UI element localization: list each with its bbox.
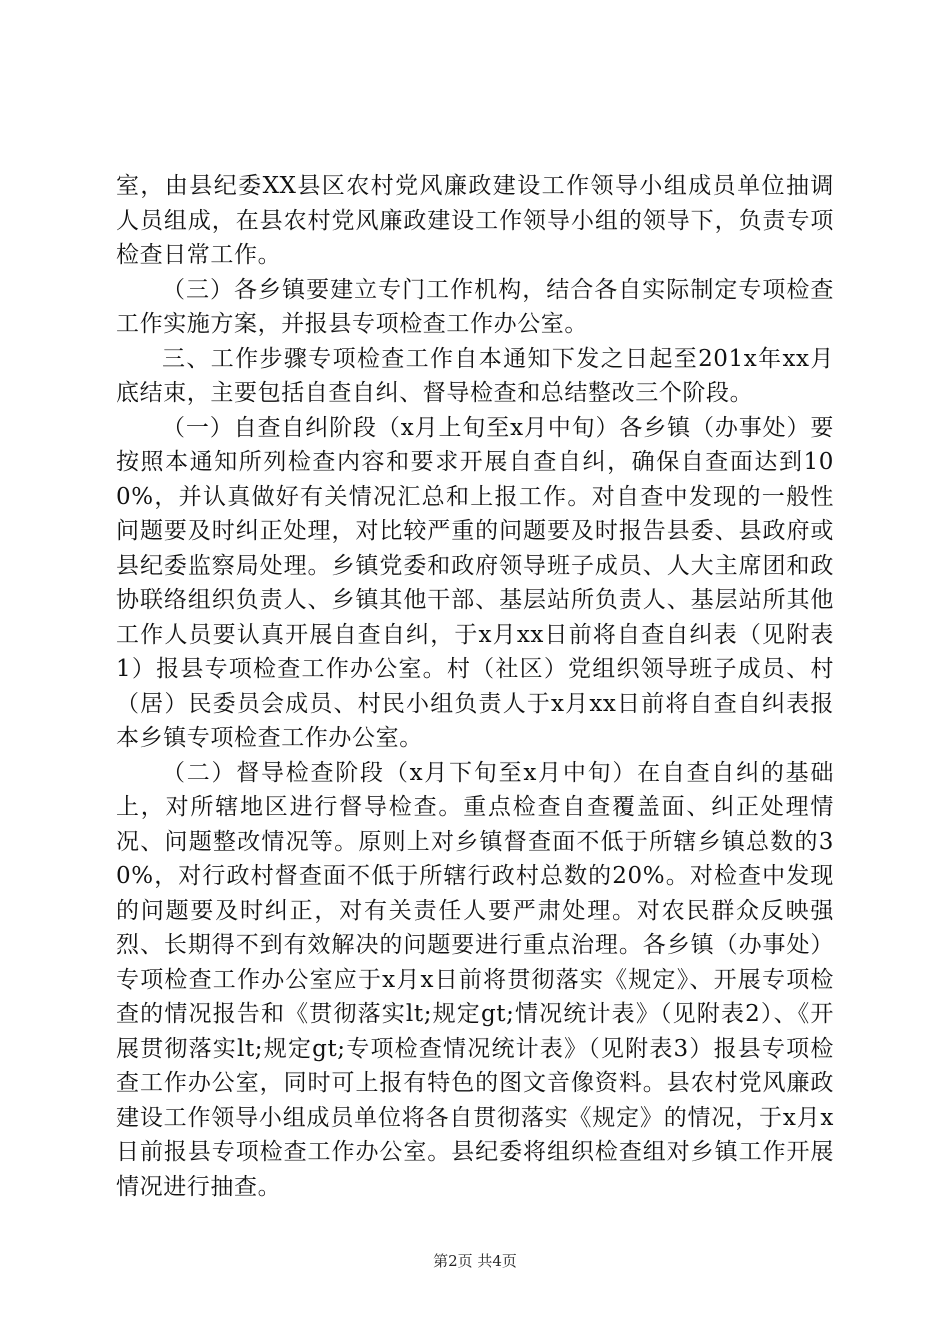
paragraph-self-check-stage: （一）自查自纠阶段（x月上旬至x月中旬）各乡镇（办事处）要按照本通知所列检查内容和要求开展自查自纠，确保自查面达到100%，并认真做好有关情况汇总和上报工作。对自查中发现的一般性问题要及时纠正处理，对比较严重的问题要及时报告县委、县政府或县纪委监察局处理。乡镇党委和政府领导班子成员、人大主席团和政协联络组织负责人、乡镇其他干部、基层站所负责人、基层站所其他工作人员要认真开展自查自纠，于x月xx日前将自查自纠表（见附表1）报县专项检查工作办公室。村（社区）党组织领导班子成员、村（居）民委员会成员、村民小组负责人于x月xx日前将自查自纠表报本乡镇专项检查工作办公室。 [116,414,834,751]
paragraph-continuation: 室，由县纪委XX县区农村党风廉政建设工作领导小组成员单位抽调人员组成，在县农村党风廉政建设工作领导小组的领导下，负责专项检查日常工作。 [116,173,834,268]
document-body [116,169,834,1204]
paragraph-work-steps: 三、工作步骤专项检查工作自本通知下发之日起至201x年xx月底结束，主要包括自查自纠、督导检查和总结整改三个阶段。 [116,345,834,406]
paragraph-item-three: （三）各乡镇要建立专门工作机构，结合各自实际制定专项检查工作实施方案，并报县专项检查工作办公室。 [116,276,834,337]
paragraph-supervision-stage: （二）督导检查阶段（x月下旬至x月中旬）在自查自纠的基础上，对所辖地区进行督导检查。重点检查自查覆盖面、纠正处理情况、问题整改情况等。原则上对乡镇督查面不低于所辖乡镇总数的30%，对行政村督查面不低于所辖行政村总数的20%。对检查中发现的问题要及时纠正，对有关责任人要严肃处理。对农民群众反映强烈、长期得不到有效解决的问题要进行重点治理。各乡镇（办事处）专项检查工作办公室应于x月x日前将贯彻落实《规定》、开展专项检查的情况报告和《贯彻落实lt;规定gt;情况统计表》（见附表2）、《开展贯彻落实lt;规定gt;专项检查情况统计表》（见附表3）报县专项检查工作办公室，同时可上报有特色的图文音像资料。县农村党风廉政建设工作领导小组成员单位将各自贯彻落实《规定》的情况，于x月x日前报县专项检查工作办公室。县纪委将组织检查组对乡镇工作开展情况进行抽查。 [116,759,834,1200]
page-number-footer: 第2页 共4页 [433,1252,517,1270]
